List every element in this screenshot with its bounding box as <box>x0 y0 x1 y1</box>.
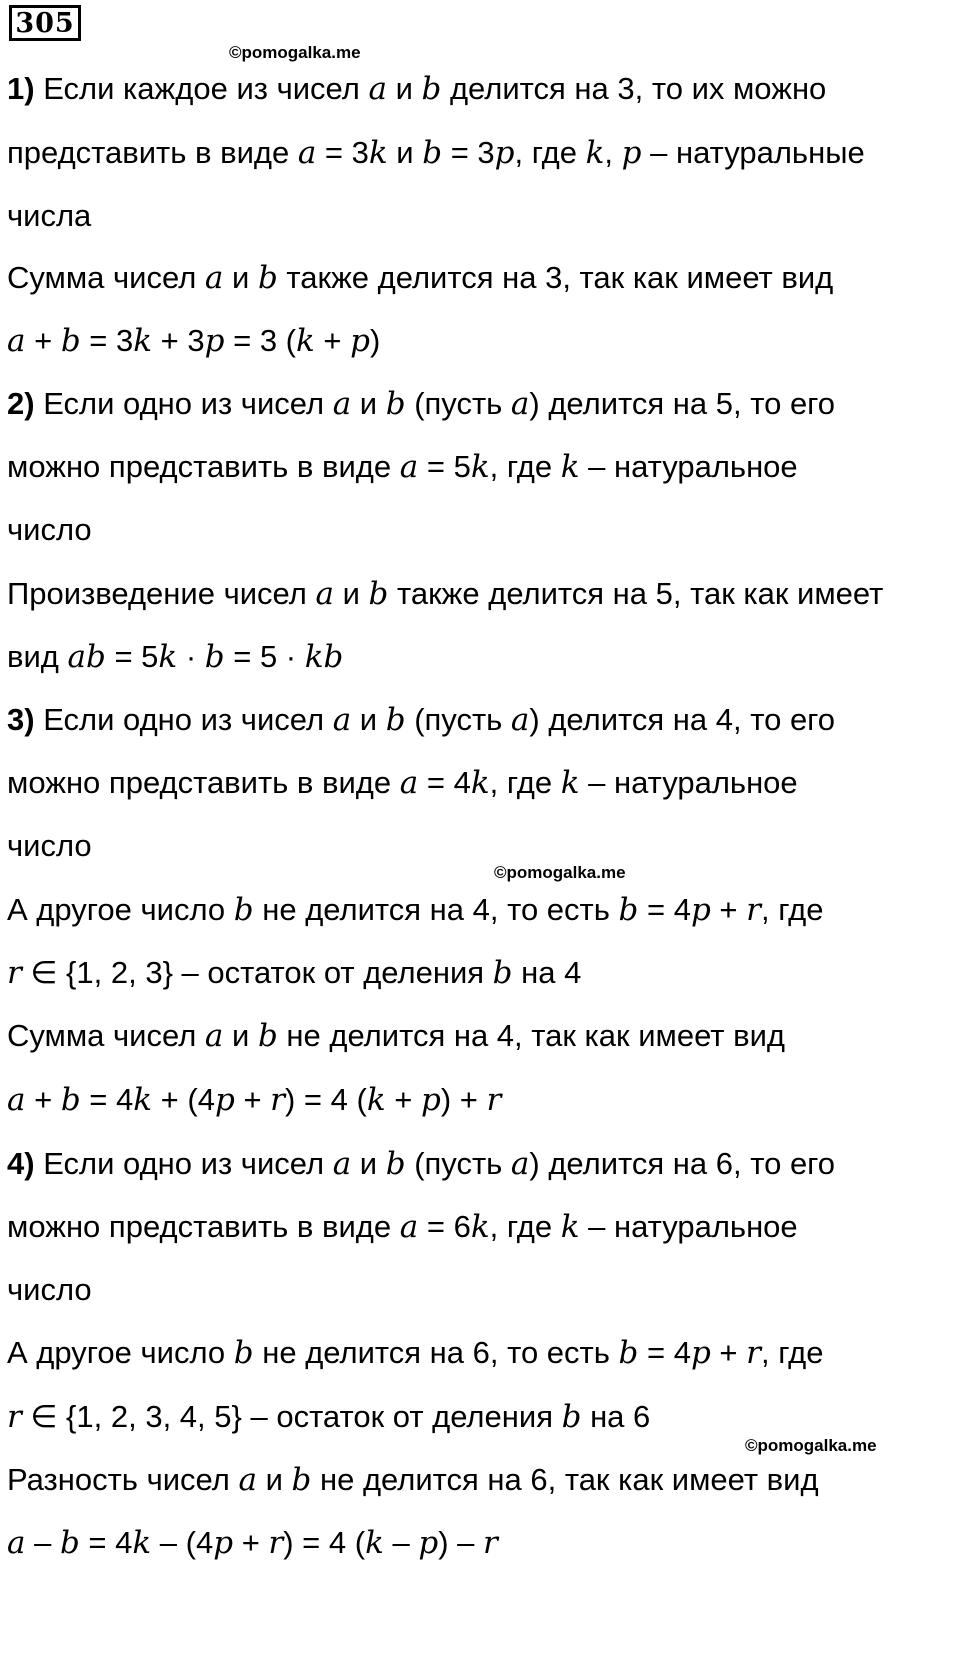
text-line <box>7 704 835 736</box>
text-line <box>7 262 833 294</box>
text-segment: не делится на 6, так как имеет вид <box>311 1462 819 1497</box>
math-variable: k <box>296 323 315 359</box>
text-line <box>7 1337 823 1369</box>
math-variable: b <box>257 1018 278 1054</box>
math-variable: p <box>690 1335 711 1371</box>
text-segment: · <box>177 639 205 674</box>
text-segment: , где <box>514 135 586 170</box>
text-segment: не делится на 6, то есть <box>253 1335 619 1370</box>
text-line <box>7 578 883 610</box>
text-segment: можно представить в виде <box>7 765 400 800</box>
math-variable: r <box>746 1335 761 1371</box>
math-variable: r <box>486 1082 502 1118</box>
math-variable: a <box>204 260 224 296</box>
math-variable: b <box>618 1335 639 1371</box>
text-segment: , где <box>489 765 561 800</box>
text-segment: + <box>385 1082 421 1117</box>
math-variable: a <box>238 1462 257 1498</box>
text-segment: ) = 4 ( <box>283 1525 366 1560</box>
math-variable: r <box>483 1525 498 1561</box>
math-variable: r <box>7 1399 22 1435</box>
item-number: 1) <box>7 71 35 106</box>
text-segment: – натуральное <box>579 1209 798 1244</box>
text-segment: – натуральное <box>579 765 798 800</box>
math-variable: p <box>420 1082 441 1118</box>
text-segment: , где <box>489 449 561 484</box>
item-number: 4) <box>7 1146 35 1181</box>
text-segment: и <box>223 260 258 295</box>
math-variable: a <box>297 135 317 171</box>
math-variable: a <box>315 576 334 612</box>
math-variable: p <box>494 135 515 171</box>
math-variable: b <box>60 323 81 359</box>
text-segment: числа <box>7 198 92 233</box>
text-segment: Разность чисел <box>7 1462 239 1497</box>
math-variable: a <box>7 1525 26 1561</box>
text-segment: + 3 <box>152 323 205 358</box>
text-segment: = 5 <box>105 639 159 674</box>
math-variable: p <box>214 1082 235 1118</box>
math-variable: k <box>365 1525 384 1561</box>
math-variable: b <box>385 386 406 422</box>
text-segment: вид <box>7 639 68 674</box>
text-line <box>7 894 823 926</box>
text-segment: ) <box>370 323 381 358</box>
text-segment: ) делится на 6, то его <box>529 1146 836 1181</box>
math-variable: b <box>368 576 389 612</box>
text-segment: – <box>25 1525 60 1560</box>
text-segment: – натуральные <box>641 135 865 170</box>
text-segment: , <box>604 135 622 170</box>
text-segment: = 6 <box>418 1209 471 1244</box>
text-segment: и <box>387 135 423 170</box>
text-line <box>7 1148 835 1180</box>
text-segment: ∈ {1, 2, 3, 4, 5} – остаток от деления <box>21 1399 562 1434</box>
math-variable: p <box>690 892 711 928</box>
text-segment: А другое число <box>7 892 234 927</box>
math-variable: ab <box>67 639 106 675</box>
text-segment: = 5 <box>418 449 471 484</box>
text-line <box>7 1527 498 1559</box>
text-line <box>7 451 798 483</box>
text-segment: не делится на 4, то есть <box>253 892 619 927</box>
math-variable: r <box>7 955 22 991</box>
math-variable: r <box>746 892 761 928</box>
text-segment: + (4 <box>152 1082 215 1117</box>
text-segment: Если одно из чисел <box>34 386 333 421</box>
text-line <box>7 641 343 673</box>
math-variable: b <box>561 1399 582 1435</box>
math-variable: b <box>422 135 443 171</box>
text-segment: Произведение чисел <box>7 576 316 611</box>
text-segment: , где <box>489 1209 561 1244</box>
text-line <box>7 1211 798 1243</box>
text-segment: + <box>314 323 351 358</box>
text-segment: также делится на 5, так как имеет <box>388 576 884 611</box>
math-variable: r <box>268 1525 284 1561</box>
math-variable: k <box>470 449 490 485</box>
math-variable: a <box>204 1018 224 1054</box>
math-variable: a <box>332 386 352 422</box>
text-segment: (пусть <box>405 1146 511 1181</box>
text-segment: = 5 · <box>224 639 305 674</box>
math-variable: b <box>257 260 278 296</box>
text-segment: можно представить в виде <box>7 1209 400 1244</box>
text-segment: представить в виде <box>7 135 298 170</box>
math-variable: p <box>350 323 371 359</box>
math-variable: p <box>418 1525 439 1561</box>
text-segment: ) делится на 5, то его <box>529 386 836 421</box>
text-segment: А другое число <box>7 1335 234 1370</box>
math-variable: b <box>59 1525 80 1561</box>
text-segment: и <box>351 702 386 737</box>
text-segment: и <box>333 576 369 611</box>
math-variable: a <box>7 323 26 359</box>
text-segment: можно представить в виде <box>7 449 400 484</box>
math-variable: a <box>399 449 419 485</box>
text-segment: (пусть <box>405 702 511 737</box>
text-segment: Если каждое из чисел <box>34 71 369 106</box>
text-line <box>7 1274 92 1305</box>
item-number: 2) <box>7 386 35 421</box>
text-line <box>7 73 826 105</box>
math-variable: p <box>621 135 642 171</box>
math-variable: a <box>368 71 387 107</box>
text-line <box>7 388 835 420</box>
text-segment: + <box>25 1082 61 1117</box>
text-segment: = 4 <box>79 1525 133 1560</box>
text-line <box>7 325 380 357</box>
text-segment: число <box>7 512 92 547</box>
text-segment: Сумма чисел <box>7 260 205 295</box>
watermark: ©pomogalka.me <box>745 1436 877 1455</box>
math-variable: b <box>421 71 442 107</box>
math-variable: k <box>133 323 153 359</box>
math-variable: a <box>510 386 530 422</box>
math-variable: b <box>204 639 225 675</box>
math-variable: b <box>233 892 254 928</box>
math-variable: k <box>132 1525 152 1561</box>
text-segment: + <box>25 323 61 358</box>
text-segment: (пусть <box>405 386 511 421</box>
text-segment: + <box>710 892 747 927</box>
math-variable: b <box>60 1082 81 1118</box>
math-variable: b <box>492 955 513 991</box>
text-segment: – натуральное <box>579 449 798 484</box>
text-segment: ∈ {1, 2, 3} – остаток от деления <box>21 955 493 990</box>
text-line <box>7 514 92 545</box>
text-segment: ) + <box>440 1082 487 1117</box>
math-variable: a <box>7 1082 26 1118</box>
text-segment: Сумма чисел <box>7 1018 205 1053</box>
math-variable: r <box>270 1082 285 1118</box>
text-segment: число <box>7 1272 92 1307</box>
text-segment: и <box>223 1018 258 1053</box>
math-variable: b <box>618 892 639 928</box>
text-segment: , где <box>760 892 824 927</box>
text-segment: = 4 <box>638 892 691 927</box>
text-segment: ) – <box>438 1525 484 1560</box>
text-line <box>7 1084 501 1116</box>
math-variable: p <box>213 1525 234 1561</box>
watermark: ©pomogalka.me <box>229 43 361 62</box>
math-variable: a <box>510 702 530 738</box>
math-variable: k <box>366 1082 386 1118</box>
problem-number: 305 <box>9 5 81 41</box>
text-segment: = 4 <box>80 1082 134 1117</box>
math-variable: a <box>399 1209 419 1245</box>
math-variable: a <box>510 1146 530 1182</box>
math-variable: b <box>385 1146 406 1182</box>
text-line <box>7 957 581 989</box>
text-segment: ) = 4 ( <box>285 1082 367 1117</box>
text-line <box>7 1401 650 1433</box>
text-segment: = 4 <box>418 765 471 800</box>
text-segment: , где <box>760 1335 824 1370</box>
text-segment: – <box>383 1525 419 1560</box>
text-segment: и <box>386 71 422 106</box>
text-segment: = 3 ( <box>224 323 297 358</box>
text-line <box>7 1464 819 1496</box>
text-segment: Если одно из чисел <box>34 1146 333 1181</box>
math-variable: k <box>585 135 605 171</box>
text-segment: делится на 3, то их можно <box>441 71 827 106</box>
math-variable: k <box>560 1209 580 1245</box>
text-line <box>7 830 92 861</box>
text-segment: + <box>234 1082 271 1117</box>
text-line <box>7 200 91 231</box>
text-segment: также делится на 3, так как имеет вид <box>277 260 834 295</box>
text-segment: + <box>710 1335 747 1370</box>
text-segment: на 4 <box>512 955 582 990</box>
text-segment: число <box>7 828 92 863</box>
text-segment: = 4 <box>638 1335 691 1370</box>
text-segment: на 6 <box>581 1399 651 1434</box>
watermark: ©pomogalka.me <box>494 863 626 882</box>
text-segment: + <box>233 1525 269 1560</box>
math-variable: k <box>133 1082 153 1118</box>
math-variable: k <box>560 765 580 801</box>
text-segment: = 3 <box>316 135 369 170</box>
math-variable: b <box>233 1335 254 1371</box>
math-variable: a <box>399 765 419 801</box>
math-variable: k <box>560 449 580 485</box>
text-segment: Если одно из чисел <box>34 702 333 737</box>
math-variable: b <box>385 702 406 738</box>
math-variable: k <box>470 765 490 801</box>
text-segment: и <box>351 1146 386 1181</box>
text-segment: = 3 <box>442 135 495 170</box>
text-segment: ) делится на 4, то его <box>529 702 836 737</box>
item-number: 3) <box>7 702 35 737</box>
text-line <box>7 137 865 169</box>
math-variable: b <box>291 1462 312 1498</box>
text-segment: и <box>351 386 386 421</box>
math-variable: k <box>470 1209 490 1245</box>
text-line <box>7 767 798 799</box>
math-variable: k <box>368 135 388 171</box>
text-segment: = 3 <box>80 323 134 358</box>
text-segment: – (4 <box>151 1525 214 1560</box>
text-segment: не делится на 4, так как имеет вид <box>277 1018 785 1053</box>
math-variable: kb <box>304 639 344 675</box>
math-variable: p <box>204 323 225 359</box>
math-variable: a <box>332 1146 352 1182</box>
text-line <box>7 1020 785 1052</box>
text-segment: и <box>256 1462 292 1497</box>
math-variable: a <box>332 702 352 738</box>
math-variable: k <box>158 639 178 675</box>
